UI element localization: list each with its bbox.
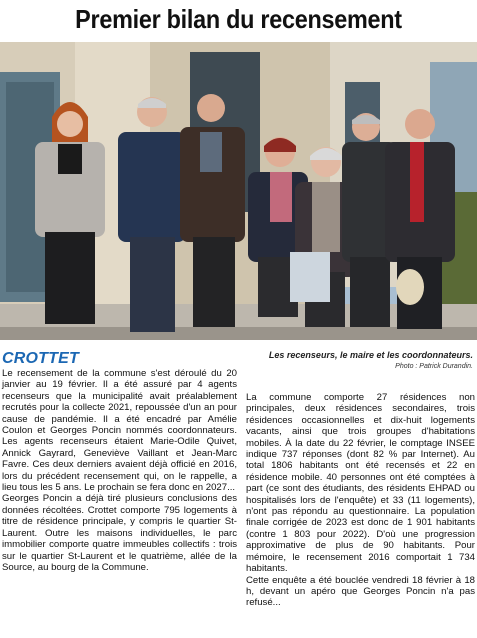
paragraph: Georges Poncin a déjà tiré plusieurs conclusions des données récoltées. Crottet comporte 795 logements à titre de résidence principale, y compris le quartier St-Laurent. Outre les maisons individuelles, le parc immobilier comporte quatre immeubles collectifs : trois sur le quartier St-Laurent et le quatrième, allée de la Source, au bourg de la Commune. — [2, 493, 237, 573]
article-column-right — [246, 392, 475, 609]
paragraph: Cette enquête a été bouclée vendredi 18 février à 18 h, devant un apéro que Georges Poncin n'a pas refusé... — [246, 574, 475, 609]
article-column-left — [2, 368, 237, 573]
paragraph: Le recensement de la commune s'est déroulé du 20 janvier au 19 février. Il a été assuré par 4 agents recenseurs que la municipalité avait préalablement recrutés pour la collecte 2021, repoussée d'un an pour cause de pandémie. Il a été encadré par Amélie Coulon et Georges Poncin nommés coordonnateurs. Les agents recenseurs étaient Marie-Odile Quivet, Annick Gayrard, Geneviève Vaillant et Jean-Marc Favre. Ces deux derniers avaient déjà officié en 2016, lors du précédent recensement qui, on le rappelle, a lieu tous les 5 ans. Le prochain se fera donc en 2027... — [2, 368, 237, 494]
photo-credit: Photo : Patrick Durandin. — [395, 363, 473, 370]
photo-caption: Les recenseurs, le maire et les coordonnateurs. — [268, 350, 473, 360]
article-kicker: CROTTET — [2, 350, 79, 367]
group-photo — [0, 42, 477, 340]
paragraph: La commune comporte 27 résidences non principales, deux résidences secondaires, trois résidences occasionnelles et dix-huit logements vacants, ainsi que trois groupes d'habitations mobiles. À la date du 22 février, le comptage INSEE indique 737 réponses (dont 82 % par Internet). Au total 1806 habitants ont été recensés et 22 en résidence mobile. 40 personnes ont été comptées à part (ce sont des étudiants, des résidents EHPAD ou hospitalisés lors de l'enquête) et 33 (11 logements), n'ont pas répondu au questionnaire. La population finale corrigée de 2023 est donc de 1 901 habitants (contre 1 803 pour 2022). D'où une progression approximative de plus de 90 habitants. Pour mémoire, le recensement 2016 comportait 1 734 habitants. — [246, 392, 475, 575]
headline: Premier bilan du recensement — [75, 4, 402, 34]
